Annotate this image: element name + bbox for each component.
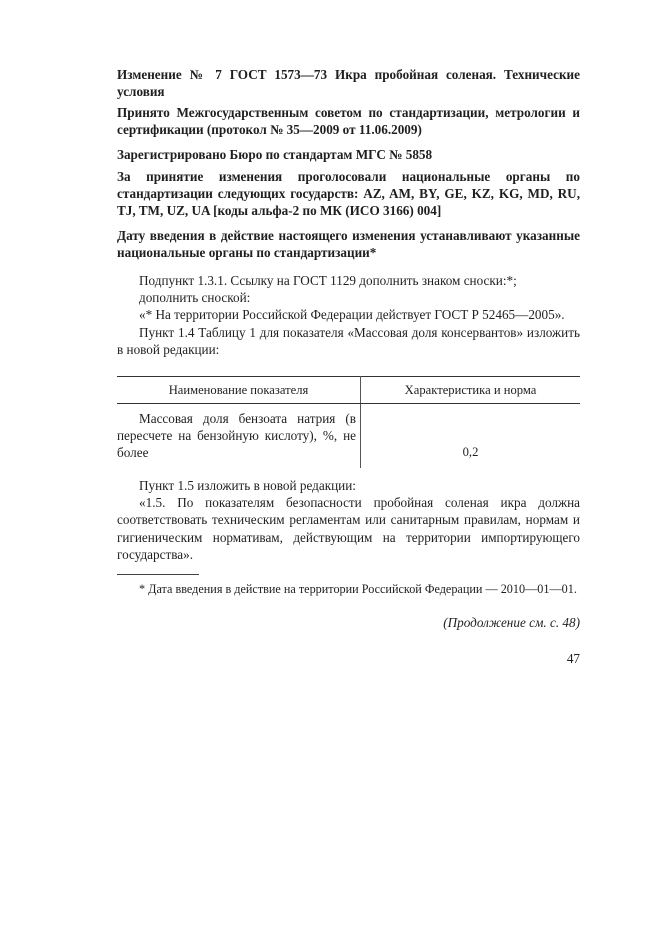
paragraph-clause-1-4: Пункт 1.4 Таблицу 1 для показателя «Массовая доля консервантов» изложить в новой редакции: [117, 324, 580, 357]
footnote-divider [117, 574, 199, 575]
paragraph-footnote-text: «* На территории Российской Федерации действует ГОСТ Р 52465—2005». [139, 307, 565, 323]
table-header-row [117, 377, 580, 404]
table-cell-indicator [117, 404, 361, 468]
paragraph-subclause-1-3-1: Подпункт 1.3.1. Ссылку на ГОСТ 1129 дополнить знаком сноски:*; [139, 273, 517, 288]
table-row [117, 404, 580, 468]
body-section-2 [117, 477, 580, 563]
amendment-title: Изменение № 7 ГОСТ 1573—73 Икра пробойная соленая. Технические условия [117, 67, 580, 99]
paragraph-clause-1-5: Пункт 1.5 изложить в новой редакции: [139, 478, 356, 493]
registration-statement: Зарегистрировано Бюро по стандартам МГС № 5858 [117, 147, 433, 162]
indicator-table [117, 376, 580, 468]
indicator-name: Массовая доля бензоата натрия (в пересчете на бензойную кислоту), %, не более [117, 411, 356, 461]
footnote-text: * Дата введения в действие на территории Российской Федерации — 2010—01—01. [139, 582, 577, 596]
voting-statement: За принятие изменения проголосовали национальные органы по стандартизации следующих государств: AZ, AM, BY, GE, KZ, KG, MD, RU, TJ, TM, UZ, UA [коды альфа-2 по МК (ИСО 3166) 004] [117, 169, 580, 218]
table-header-norm: Характеристика и норма [361, 377, 581, 404]
table-cell-value: 0,2 [462, 444, 479, 459]
paragraph-clause-1-5-text: «1.5. По показателям безопасности пробойная соленая икра должна соответствовать техническим регламентам или санитарным правилам, нормам и гигиеническим нормативам, действующим на территории импортирующего государства». [117, 495, 580, 562]
adoption-statement: Принято Межгосударственным советом по стандартизации, метрологии и сертификации (протокол № 35—2009 от 11.06.2009) [117, 105, 580, 137]
table-header-indicator: Наименование показателя [117, 377, 361, 404]
page-number: 47 [566, 651, 580, 666]
effective-date-statement: Дату введения в действие настоящего изменения устанавливают указанные национальные органы по стандартизации* [117, 228, 580, 260]
body-section-1 [117, 272, 580, 358]
continuation-note: (Продолжение см. с. 48) [443, 615, 580, 630]
paragraph-add-footnote: дополнить сноской: [139, 290, 251, 306]
